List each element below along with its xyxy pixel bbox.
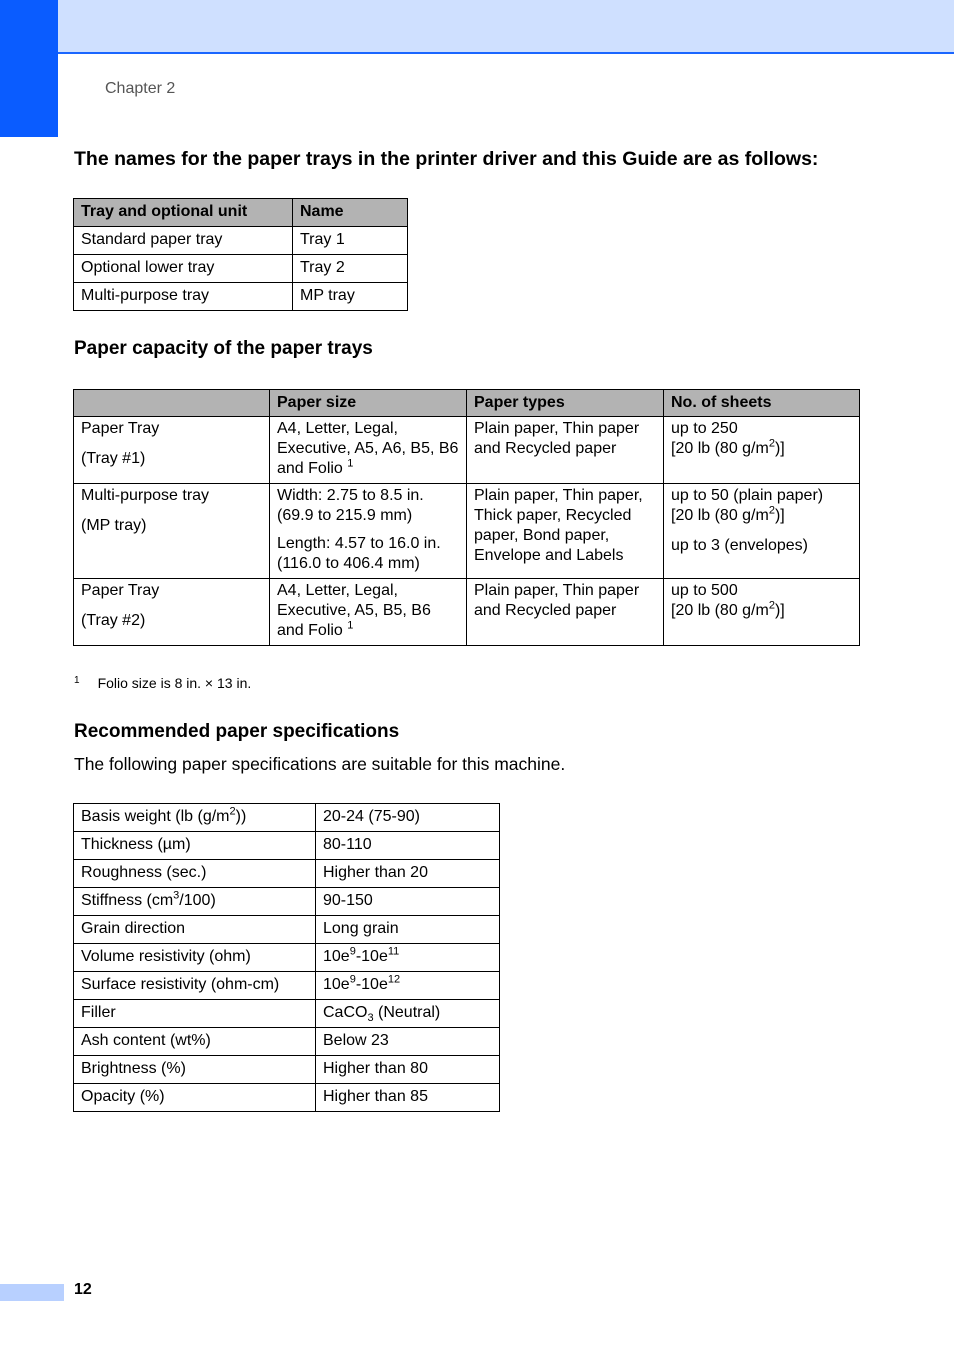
tray-label: Multi-purpose tray — [81, 487, 210, 504]
spec-name: Volume resistivity (ohm) — [74, 944, 316, 972]
tray-label: Paper Tray — [81, 582, 160, 599]
spec-name: Thickness (µm) — [74, 832, 316, 860]
table-cell — [74, 484, 270, 579]
table-cell: Multi-purpose tray — [74, 283, 293, 311]
spec-value-sup: 11 — [387, 945, 400, 958]
tray-id: (Tray #2) — [81, 612, 146, 629]
table-cell: Tray 1 — [293, 227, 408, 255]
sheet-count: up to 50 (plain paper) — [671, 487, 824, 504]
footnote-ref: 1 — [347, 457, 354, 470]
table-row — [74, 255, 408, 283]
table-row — [74, 1084, 500, 1112]
spec-value: Higher than 20 — [316, 860, 500, 888]
table-cell: Plain paper, Thin paper, Thick paper, Recycled paper, Bond paper, Envelope and Labels — [467, 484, 664, 579]
table-row — [74, 1056, 500, 1084]
table-row — [74, 916, 500, 944]
page-number: 12 — [74, 1281, 92, 1298]
capacity-heading: Paper capacity of the paper trays — [74, 338, 373, 359]
paper-weight-b: )] — [774, 507, 785, 524]
spec-name-sup: 3 — [173, 889, 180, 902]
spec-value-text: -10e — [355, 948, 388, 965]
spec-value-text: (Neutral) — [373, 1004, 441, 1021]
spec-value — [316, 972, 500, 1000]
header-band — [0, 0, 954, 54]
spec-name: Roughness (sec.) — [74, 860, 316, 888]
envelope-count: up to 3 (envelopes) — [671, 537, 808, 554]
specs-heading: Recommended paper specifications — [74, 721, 400, 742]
paper-length: Length: 4.57 to 16.0 in. (116.0 to 406.4 mm) — [277, 535, 441, 572]
footnote-ref: 1 — [347, 619, 354, 632]
paper-weight-b: )] — [774, 602, 785, 619]
table-cell — [664, 417, 860, 484]
tray-id: (MP tray) — [81, 517, 147, 534]
paper-width: Width: 2.75 to 8.5 in. (69.9 to 215.9 mm) — [277, 487, 424, 524]
specs-intro: The following paper specifications are suitable for this machine. — [74, 754, 566, 774]
table-row — [74, 417, 860, 484]
specs-table — [73, 803, 500, 1112]
spec-value — [316, 944, 500, 972]
sheet-count: up to 250 — [671, 420, 738, 437]
spec-name: Opacity (%) — [74, 1084, 316, 1112]
paper-weight-a: [20 lb (80 g/m — [671, 602, 769, 619]
column-header — [74, 390, 270, 417]
paper-weight-sup: 2 — [768, 599, 775, 612]
spec-value: Higher than 85 — [316, 1084, 500, 1112]
spec-name — [74, 804, 316, 832]
spec-name-text: )) — [235, 808, 247, 825]
table-cell — [270, 417, 467, 484]
page-number-band — [0, 1284, 64, 1301]
table-cell — [270, 484, 467, 579]
chapter-tab — [0, 0, 58, 137]
column-header: Name — [293, 199, 408, 227]
table-row — [74, 944, 500, 972]
table-row — [74, 804, 500, 832]
table-cell — [664, 484, 860, 579]
spec-name: Surface resistivity (ohm-cm) — [74, 972, 316, 1000]
footnote — [74, 675, 251, 691]
table-row — [74, 283, 408, 311]
paper-weight-sup: 2 — [768, 437, 775, 450]
table-header-row — [74, 199, 408, 227]
spec-name: Ash content (wt%) — [74, 1028, 316, 1056]
sheet-count: up to 500 — [671, 582, 738, 599]
spec-value-sup: 12 — [387, 973, 401, 986]
table-row — [74, 860, 500, 888]
table-cell: MP tray — [293, 283, 408, 311]
spec-value-text: CaCO — [323, 1004, 368, 1021]
table-cell: Standard paper tray — [74, 227, 293, 255]
table-row — [74, 832, 500, 860]
spec-name — [74, 888, 316, 916]
column-header: Paper types — [467, 390, 664, 417]
table-cell — [270, 579, 467, 646]
paper-weight-sup: 2 — [768, 504, 775, 517]
paper-size: A4, Letter, Legal, Executive, A5, B5, B6 and Folio — [277, 582, 431, 639]
spec-name: Filler — [74, 1000, 316, 1028]
tray-label: Paper Tray — [81, 420, 160, 437]
table-row — [74, 888, 500, 916]
spec-value: 20-24 (75-90) — [316, 804, 500, 832]
table-cell — [664, 579, 860, 646]
table-cell: Optional lower tray — [74, 255, 293, 283]
spec-value-sup: 9 — [349, 945, 356, 958]
spec-value: Below 23 — [316, 1028, 500, 1056]
spec-value-text: 10e — [323, 948, 350, 965]
spec-value: Higher than 80 — [316, 1056, 500, 1084]
spec-value: 90-150 — [316, 888, 500, 916]
paper-size: A4, Letter, Legal, Executive, A5, A6, B5, B6 and Folio — [277, 420, 459, 477]
spec-value — [316, 1000, 500, 1028]
table-header-row — [74, 390, 860, 417]
column-header: Tray and optional unit — [74, 199, 293, 227]
spec-name: Brightness (%) — [74, 1056, 316, 1084]
table-cell — [74, 579, 270, 646]
table-cell: Plain paper, Thin paper and Recycled paper — [467, 579, 664, 646]
column-header: Paper size — [270, 390, 467, 417]
spec-value-text: 10e — [323, 976, 350, 993]
table-row — [74, 1000, 500, 1028]
table-row — [74, 484, 860, 579]
table-row — [74, 579, 860, 646]
spec-value-text: -10e — [355, 976, 388, 993]
paper-weight-a: [20 lb (80 g/m — [671, 507, 769, 524]
spec-name-text: Basis weight (lb (g/m — [81, 808, 230, 825]
table-cell: Tray 2 — [293, 255, 408, 283]
capacity-table — [73, 389, 860, 646]
paper-weight-b: )] — [774, 440, 785, 457]
paper-weight-a: [20 lb (80 g/m — [671, 440, 769, 457]
footnote-number: 1 — [74, 675, 80, 686]
tray-id: (Tray #1) — [81, 450, 146, 467]
spec-name-text: Stiffness (cm — [81, 892, 174, 909]
spec-name: Grain direction — [74, 916, 316, 944]
spec-name-sup: 2 — [229, 805, 236, 818]
footnote-text: Folio size is 8 in. × 13 in. — [97, 675, 252, 691]
spec-value-sup: 9 — [349, 973, 356, 986]
chapter-label: Chapter 2 — [105, 80, 176, 97]
column-header: No. of sheets — [664, 390, 860, 417]
table-cell — [74, 417, 270, 484]
spec-name-text: /100) — [179, 892, 216, 909]
table-row — [74, 1028, 500, 1056]
table-row — [74, 972, 500, 1000]
spec-value: 80-110 — [316, 832, 500, 860]
tray-names-table — [73, 198, 408, 311]
spec-value-sub: 3 — [367, 1012, 374, 1025]
tray-names-heading: The names for the paper trays in the printer driver and this Guide are as follows: — [74, 148, 819, 170]
table-cell: Plain paper, Thin paper and Recycled paper — [467, 417, 664, 484]
spec-value: Long grain — [316, 916, 500, 944]
table-row — [74, 227, 408, 255]
